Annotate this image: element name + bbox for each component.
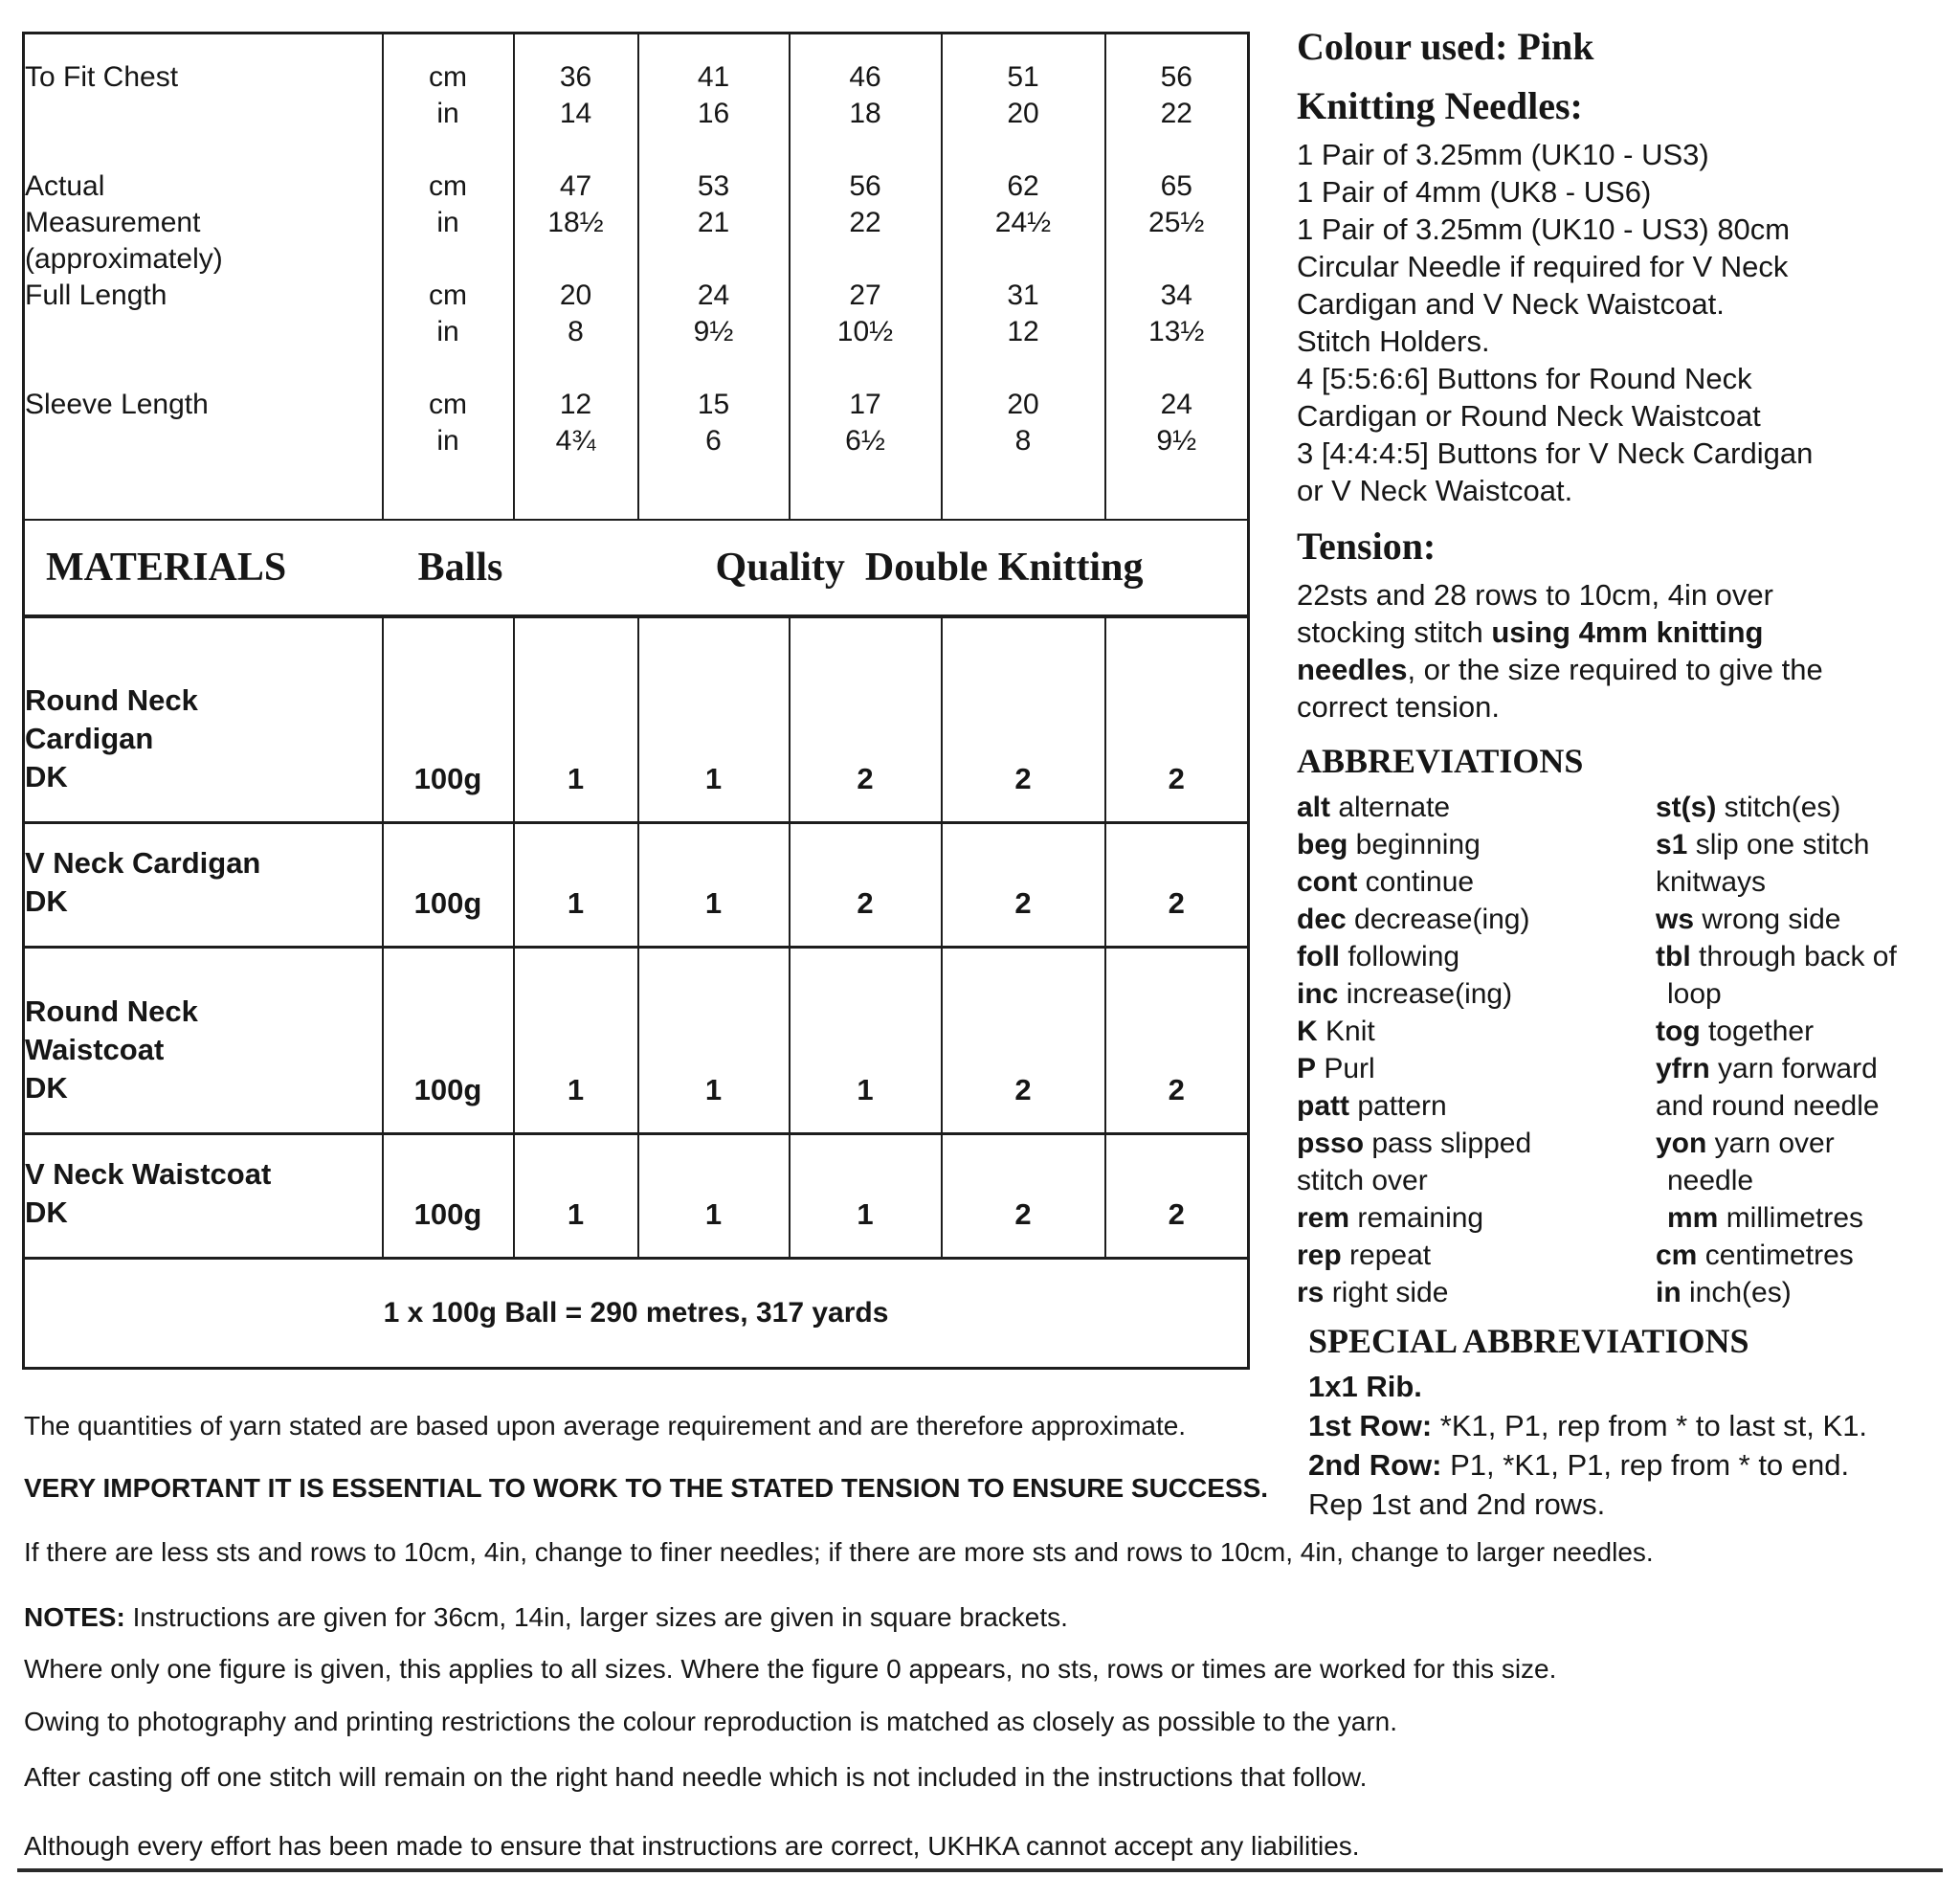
size-value: 9½ — [638, 314, 790, 350]
size-label: To Fit Chest — [24, 59, 383, 96]
rib-row: 2nd Row: P1, *K1, P1, rep from * to end. — [1308, 1448, 1850, 1482]
note-liability: Although every effort has been made to ensure that instructions are correct, UKHKA cannot accept any liabilities. — [24, 1831, 1360, 1861]
note-casting-off: After casting off one stitch will remain on the right hand needle which is not included in the instructions that follow. — [24, 1762, 1368, 1792]
size-value: 8 — [942, 423, 1105, 459]
size-value: 36 — [514, 59, 638, 96]
notes — [24, 1409, 1938, 1863]
right-column — [1297, 25, 1940, 1524]
size-label: Full Length — [24, 278, 383, 314]
abbreviation: dec decrease(ing) — [1297, 904, 1530, 935]
abbreviation: mm millimetres — [1667, 1202, 1864, 1234]
note-tension-adjust: If there are less sts and rows to 10cm, 4in, change to finer needles; if there are more sts and rows to 10cm, 4in, change to larger needles. — [24, 1537, 1654, 1567]
unit-label: cm — [383, 59, 514, 96]
abbreviation-continuation: knitways — [1656, 866, 1767, 898]
ball-count: 2 — [790, 823, 942, 948]
ball-count: 1 — [514, 616, 638, 823]
ball-count: 1 — [514, 948, 638, 1134]
abbreviation: rs right side — [1297, 1277, 1449, 1308]
size-value: 25½ — [1148, 207, 1205, 238]
unit-label: in — [383, 423, 514, 459]
needles-line: or V Neck Waistcoat. — [1297, 474, 1573, 507]
ball-weight: 100g — [383, 1134, 514, 1259]
ball-count: 1 — [638, 823, 790, 948]
tension-heading: Tension: — [1297, 525, 1437, 568]
ball-count: 2 — [1105, 948, 1249, 1134]
abbreviation: s1 slip one stitch — [1656, 829, 1870, 860]
size-row-length-in — [24, 314, 1249, 350]
size-value: 12 — [942, 314, 1105, 350]
abbreviation: st(s) stitch(es) — [1656, 792, 1841, 823]
ball-weight: 100g — [383, 616, 514, 823]
abbreviation: cont continue — [1297, 866, 1475, 898]
abbreviation: inc increase(ing) — [1297, 978, 1513, 1010]
size-value: 6½ — [790, 423, 942, 459]
unit-label: cm — [383, 387, 514, 423]
needles-line: Circular Needle if required for V Neck — [1297, 250, 1789, 283]
ball-count: 1 — [638, 948, 790, 1134]
materials-header-row — [24, 520, 1249, 616]
materials-row-label: V Neck Cardigan DK — [24, 823, 383, 948]
ball-count: 2 — [942, 1134, 1105, 1259]
size-label: Sleeve Length — [24, 387, 383, 423]
materials-footer-row — [24, 1259, 1249, 1369]
ball-count: 1 — [638, 616, 790, 823]
ball-count: 2 — [1105, 616, 1249, 823]
size-value: 18½ — [514, 205, 638, 241]
abbreviation: rem remaining — [1297, 1202, 1484, 1234]
size-value: 4¾ — [514, 423, 638, 459]
materials-row-round-neck-waistcoat — [24, 948, 1249, 1134]
ball-count: 2 — [942, 823, 1105, 948]
needles-line: 4 [5:5:6:6] Buttons for Round Neck — [1297, 362, 1752, 395]
materials-section — [24, 520, 1249, 1369]
abbreviation: foll following — [1297, 941, 1460, 972]
abbreviation: rep repeat — [1297, 1240, 1432, 1271]
size-value: 20 — [942, 96, 1105, 132]
size-row-length-cm — [24, 278, 1249, 314]
abbreviation: beg beginning — [1297, 829, 1481, 860]
note-one-figure: Where only one figure is given, this applies to all sizes. Where the figure 0 appears, no sts, rows or times are worked for this size. — [24, 1654, 1557, 1684]
abbreviation: cm centimetres — [1656, 1240, 1854, 1271]
size-value: 62 — [942, 168, 1105, 205]
size-value: 6 — [638, 423, 790, 459]
size-value: 8 — [514, 314, 638, 350]
size-value: 46 — [790, 59, 942, 96]
abbreviation-continuation: stitch over — [1297, 1165, 1428, 1196]
materials-heading: MATERIALS — [46, 546, 287, 590]
size-value: 24 — [638, 278, 790, 314]
abbreviation-continuation: needle — [1667, 1165, 1754, 1196]
materials-row-round-neck-cardigan — [24, 616, 1249, 823]
materials-row-v-neck-cardigan — [24, 823, 1249, 948]
unit-label: in — [383, 314, 514, 350]
size-value: 24½ — [942, 205, 1105, 241]
abbreviation-continuation: and round needle — [1656, 1090, 1880, 1122]
rib-row: 1st Row: *K1, P1, rep from * to last st, K1. — [1308, 1409, 1868, 1442]
materials-row-label: Round Neck Waistcoat DK — [24, 948, 383, 1134]
abbreviation: P Purl — [1297, 1053, 1375, 1084]
needles-line: Cardigan or Round Neck Waistcoat — [1297, 399, 1761, 433]
size-value: 20 — [942, 387, 1105, 423]
spacer-row — [24, 132, 1249, 168]
ball-yardage-note: 1 x 100g Ball = 290 metres, 317 yards — [383, 1297, 889, 1329]
ball-weight: 100g — [383, 823, 514, 948]
ball-count: 1 — [638, 1134, 790, 1259]
unit-label: in — [383, 205, 514, 241]
size-value: 16 — [638, 96, 790, 132]
special-abbreviations-heading: SPECIAL ABBREVIATIONS — [1308, 1322, 1749, 1360]
size-value: 27 — [790, 278, 942, 314]
needles-line: 1 Pair of 4mm (UK8 - US6) — [1297, 175, 1652, 209]
ball-weight: 100g — [383, 948, 514, 1134]
tension-paragraph: 22sts and 28 rows to 10cm, 4in over stocking stitch using 4mm knitting needles, or the size required to give the correct tension. — [1297, 578, 1823, 724]
size-value: 18 — [790, 96, 942, 132]
ball-count: 2 — [1105, 823, 1249, 948]
size-value: 22 — [1160, 98, 1192, 129]
abbreviation-continuation: loop — [1667, 978, 1722, 1010]
size-value: 10½ — [790, 314, 942, 350]
size-value: 12 — [514, 387, 638, 423]
abbreviation: patt pattern — [1297, 1090, 1447, 1122]
quality-heading: Quality Double Knitting — [715, 546, 1144, 590]
size-row-sleeve-cm — [24, 387, 1249, 423]
size-value: 24 — [1160, 389, 1192, 420]
abbreviations-left-column — [1297, 789, 1656, 1311]
size-value: 34 — [1160, 279, 1192, 311]
ball-count: 1 — [790, 1134, 942, 1259]
abbreviation: in inch(es) — [1656, 1277, 1792, 1308]
materials-row-v-neck-waistcoat — [24, 1134, 1249, 1259]
unit-label: in — [383, 96, 514, 132]
size-label: Measurement — [24, 205, 383, 241]
abbreviation: ws wrong side — [1656, 904, 1841, 935]
balls-heading: Balls — [417, 546, 503, 590]
abbreviation: psso pass slipped — [1297, 1128, 1532, 1159]
spacer-row — [24, 34, 1249, 60]
spacer-row — [24, 350, 1249, 387]
size-value: 21 — [638, 205, 790, 241]
unit-label: cm — [383, 168, 514, 205]
ball-count: 2 — [942, 616, 1105, 823]
ball-count: 2 — [942, 948, 1105, 1134]
note-colour-reproduction: Owing to photography and printing restrictions the colour reproduction is matched as closely as possible to the yarn. — [24, 1707, 1397, 1736]
size-materials-table — [22, 32, 1250, 1370]
size-row-approximately — [24, 241, 1249, 278]
size-value: 47 — [514, 168, 638, 205]
needles-line: 1 Pair of 3.25mm (UK10 - US3) 80cm — [1297, 212, 1791, 246]
needles-line: Cardigan and V Neck Waistcoat. — [1297, 287, 1725, 321]
note-yarn-quantities: The quantities of yarn stated are based upon average requirement and are therefore approximate. — [24, 1411, 1187, 1441]
needles-line: 3 [4:4:4:5] Buttons for V Neck Cardigan — [1297, 436, 1814, 470]
size-row-actual-in — [24, 205, 1249, 241]
size-label: Actual — [24, 168, 383, 205]
size-value: 9½ — [1156, 425, 1197, 457]
abbreviation: K Knit — [1297, 1016, 1375, 1047]
unit-label: cm — [383, 278, 514, 314]
ball-count: 1 — [514, 823, 638, 948]
needles-line: Stitch Holders. — [1297, 324, 1490, 358]
rib-label: 1x1 Rib. — [1308, 1370, 1422, 1403]
abbreviation: alt alternate — [1297, 792, 1451, 823]
size-value: 53 — [638, 168, 790, 205]
abbreviation: tbl through back of — [1656, 941, 1897, 972]
size-value: 17 — [790, 387, 942, 423]
abbreviations-right-column — [1656, 789, 1940, 1311]
colour-used-heading: Colour used: Pink — [1297, 25, 1594, 68]
size-value: 31 — [942, 278, 1105, 314]
abbreviation: yon yarn over — [1656, 1128, 1835, 1159]
spacer-row — [24, 459, 1249, 520]
size-row-chest-cm — [24, 59, 1249, 96]
abbreviations-list — [1297, 789, 1940, 1311]
bottom-rule — [17, 1868, 1943, 1872]
size-value: 15 — [638, 387, 790, 423]
materials-row-label: Round Neck Cardigan DK — [24, 616, 383, 823]
size-value: 20 — [514, 278, 638, 314]
size-value: 13½ — [1148, 316, 1205, 347]
size-row-chest-in — [24, 96, 1249, 132]
size-row-actual-cm — [24, 168, 1249, 205]
ball-count: 1 — [514, 1134, 638, 1259]
note-very-important: VERY IMPORTANT IT IS ESSENTIAL TO WORK TO THE STATED TENSION TO ENSURE SUCCESS. — [24, 1473, 1269, 1503]
ball-count: 1 — [790, 948, 942, 1134]
abbreviation: yfrn yarn forward — [1656, 1053, 1878, 1084]
abbreviation: tog together — [1656, 1016, 1815, 1047]
size-value: 51 — [942, 59, 1105, 96]
abbreviations-heading: ABBREVIATIONS — [1297, 742, 1584, 780]
size-value: 22 — [790, 205, 942, 241]
note-sizes: NOTES: Instructions are given for 36cm, 14in, larger sizes are given in square brackets. — [24, 1602, 1068, 1632]
ball-count: 2 — [790, 616, 942, 823]
ball-count: 2 — [1105, 1134, 1249, 1259]
needles-line: 1 Pair of 3.25mm (UK10 - US3) — [1297, 138, 1709, 171]
size-row-sleeve-in — [24, 423, 1249, 459]
size-value: 65 — [1160, 170, 1192, 202]
materials-row-label: V Neck Waistcoat DK — [24, 1134, 383, 1259]
size-value: 41 — [638, 59, 790, 96]
size-value: 56 — [1160, 61, 1192, 93]
size-label: (approximately) — [24, 241, 383, 278]
rib-row: Rep 1st and 2nd rows. — [1308, 1487, 1606, 1521]
size-value: 56 — [790, 168, 942, 205]
sizes-section — [24, 34, 1249, 521]
size-value: 14 — [514, 96, 638, 132]
needles-list — [1297, 136, 1940, 509]
knitting-needles-heading: Knitting Needles: — [1297, 84, 1583, 127]
